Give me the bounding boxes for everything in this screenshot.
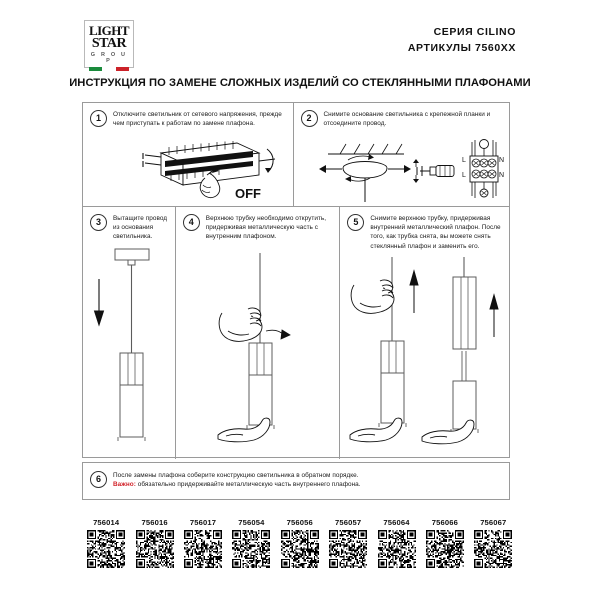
italian-flag-icon bbox=[89, 67, 129, 71]
product-code-item bbox=[276, 518, 324, 568]
step-text-6 bbox=[113, 471, 361, 489]
step-6-important-line bbox=[113, 480, 361, 489]
step-text-4: Верхнюю трубку необходимо открутить, придерживая металлическую часть с внутренним плафоном. bbox=[205, 215, 327, 241]
qr-code-icon[interactable] bbox=[378, 530, 416, 568]
page-title: ИНСТРУКЦИЯ ПО ЗАМЕНЕ СЛОЖНЫХ ИЗДЕЛИЙ СО СТЕКЛЯННЫМИ ПЛАФОНАМИ bbox=[69, 77, 531, 89]
step-cell-2 bbox=[293, 103, 510, 206]
step-6-main-text: После замены плафона соберите конструкцию светильника в обратном порядке. bbox=[113, 472, 359, 479]
product-code-item bbox=[130, 518, 178, 568]
off-label: OFF bbox=[235, 186, 261, 201]
product-code-item bbox=[421, 518, 469, 568]
logo-line-light: LIGHT bbox=[88, 23, 130, 38]
logo-line-star: STAR bbox=[91, 36, 127, 51]
product-code-label: 756056 bbox=[286, 518, 313, 527]
qr-code-icon[interactable] bbox=[232, 530, 270, 568]
remove-upper-tube-figure bbox=[344, 255, 508, 447]
step-text-3: Вытащите провод из основания светильника. bbox=[113, 215, 168, 241]
step-text-5: Снимите верхнюю трубку, придерживая внутренний металлический плафон. После того, как трубка снята, вы можете снять стеклянный плафон и заменить его. bbox=[370, 215, 501, 250]
terminal-label-L-top: L bbox=[461, 157, 466, 164]
brand-logo bbox=[84, 20, 134, 68]
terminal-label-N-bottom: N bbox=[498, 172, 504, 179]
qr-code-icon[interactable] bbox=[184, 530, 222, 568]
page-header bbox=[0, 0, 600, 76]
product-code-item bbox=[82, 518, 130, 568]
qr-code-icon[interactable] bbox=[136, 530, 174, 568]
step-text-1: Отключите светильник от сетевого напряжения, прежде чем приступать к работам по замене плафона. bbox=[113, 111, 282, 128]
product-code-item bbox=[227, 518, 275, 568]
logo-line-group: G R O U P bbox=[90, 52, 128, 64]
instruction-grid bbox=[82, 102, 510, 458]
circuit-breaker-off-figure bbox=[141, 135, 281, 203]
article-label: АРТИКУЛЫ 7560ХХ bbox=[407, 42, 516, 54]
pendant-pull-wire-figure bbox=[89, 245, 169, 445]
step-number-4: 4 bbox=[183, 214, 200, 231]
qr-code-icon[interactable] bbox=[87, 530, 125, 568]
product-code-item bbox=[179, 518, 227, 568]
step-cell-3 bbox=[83, 207, 175, 459]
step-cell-4 bbox=[175, 207, 340, 459]
qr-code-icon[interactable] bbox=[281, 530, 319, 568]
important-text: обязательно придерживайте металлическую часть внутреннего плафона. bbox=[135, 481, 361, 489]
product-code-strip bbox=[82, 518, 518, 568]
product-code-label: 756057 bbox=[335, 518, 362, 527]
qr-code-icon[interactable] bbox=[474, 530, 512, 568]
header-product-info bbox=[408, 24, 516, 56]
step-cell-1 bbox=[83, 103, 293, 206]
step-cell-5 bbox=[339, 207, 509, 459]
product-code-label: 756067 bbox=[480, 518, 507, 527]
product-code-item bbox=[372, 518, 420, 568]
step-number-6: 6 bbox=[90, 471, 107, 488]
instruction-row-1 bbox=[83, 103, 509, 206]
ceiling-base-and-terminal-figure bbox=[312, 136, 507, 204]
terminal-label-N-top: N bbox=[498, 157, 504, 164]
important-label: Важно: bbox=[113, 481, 136, 489]
qr-code-icon[interactable] bbox=[426, 530, 464, 568]
product-code-label: 756014 bbox=[93, 518, 120, 527]
terminal-label-L-bottom: L bbox=[461, 172, 466, 179]
product-code-label: 756016 bbox=[141, 518, 168, 527]
step-number-3: 3 bbox=[90, 214, 107, 231]
step-text-2: Снимите основание светильника с крепежной планки и отсоедините провод. bbox=[323, 111, 491, 128]
product-code-label: 756064 bbox=[383, 518, 410, 527]
qr-code-icon[interactable] bbox=[329, 530, 367, 568]
step-cell-6 bbox=[82, 462, 510, 500]
product-code-label: 756017 bbox=[189, 518, 217, 527]
product-code-label: 756066 bbox=[431, 518, 459, 527]
step-number-1: 1 bbox=[90, 110, 107, 127]
step-number-2: 2 bbox=[301, 110, 318, 127]
step-number-5: 5 bbox=[347, 214, 364, 231]
instruction-row-2 bbox=[83, 206, 509, 459]
unscrew-upper-tube-figure bbox=[204, 251, 324, 447]
series-label: СЕРИЯ CILINO bbox=[433, 26, 516, 38]
product-code-label: 756054 bbox=[238, 518, 265, 527]
product-code-item bbox=[324, 518, 372, 568]
product-code-item bbox=[469, 518, 517, 568]
